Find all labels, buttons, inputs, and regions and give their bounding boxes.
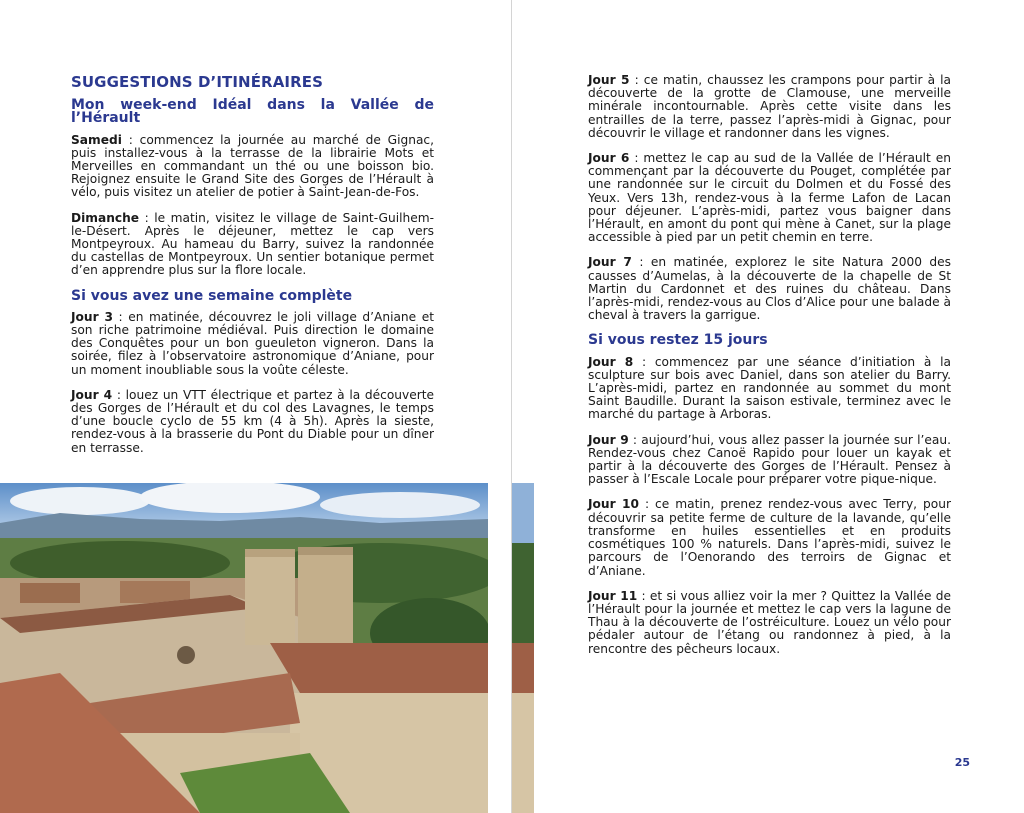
dimanche-paragraph: [71, 212, 434, 278]
jour10-paragraph: [588, 498, 951, 577]
fifteen-days-heading: Si vous restez 15 jours: [588, 332, 768, 349]
jour4-label: Jour 4: [71, 387, 113, 402]
jour4-paragraph: [71, 389, 434, 455]
jour3-text: : en matinée, découvrez le joli village d’Aniane et son riche patrimoine médiéval. Puis direction le domaine des Conquêtes pour un bon gueuleton vigneron. Dans la soirée, filez à l’observatoire astronomique d’Aniane, pour un moment inoubliable sous la voûte céleste.: [71, 309, 434, 377]
left-page: [0, 0, 511, 813]
jour7-paragraph: [588, 256, 951, 322]
jour9-paragraph: [588, 434, 951, 487]
jour8-label: Jour 8: [588, 354, 634, 369]
section-title: SUGGESTIONS D’ITINÉRAIRES: [71, 73, 323, 91]
jour6-paragraph: [588, 152, 951, 244]
weekend-heading: Mon week-end Idéal dans la Vallée de l’Hérault: [71, 97, 434, 127]
dimanche-label: Dimanche: [71, 210, 140, 225]
jour5-label: Jour 5: [588, 73, 630, 87]
jour6-text: : mettez le cap au sud de la Vallée de l’Hérault en commençant par la découverte du Pouget, complétée par une randonnée sur le circuit du Dolmen et du Fossé des Yeux. Vers 13h, rendez-vous à la ferme Lafon de Lacan pour déjeuner. L’après-midi, partez vous baigner dans l’Hérault, en amont du pont qui mène à Canet, sur la plage accessible à pied par un petit chemin en terre.: [588, 151, 951, 245]
samedi-text: : commencez la journée au marché de Gignac, puis installez-vous à la terrasse de la librairie Mots et Merveilles en commandant un thé ou une boisson bio. Rejoignez ensuite le Grand Site des Gorges de l’Hérault à vélo, puis visitez un atelier de potier à Saint-Jean-de-Fos.: [71, 132, 434, 200]
jour7-text: : en matinée, explorez le site Natura 2000 des causses d’Aumelas, à la découverte de la chapelle de St Martin du Cardonnet et des ruines du château. Dans l’après-midi, rendez-vous au Clos d’Alice pour une balade à cheval à travers la garrigue.: [588, 255, 951, 323]
jour9-text: : aujourd’hui, vous allez passer la journée sur l’eau. Rendez-vous chez Canoë Rapido pour louer un kayak et partir à la découverte des Gorges de l’Hérault. Pensez à passer à l’Escale Locale pour préparer votre pique-nique.: [588, 432, 951, 487]
jour7-label: Jour 7: [588, 255, 632, 270]
jour5-paragraph: [588, 74, 951, 140]
dimanche-text: : le matin, visitez le village de Saint-Guilhem-le-Désert. Après le déjeuner, mettez le cap vers Montpeyroux. Au hameau du Barry, suivez la randonnée du castellas de Montpeyroux. Un sentier botanique permet d’en apprendre plus sur la flore locale.: [71, 210, 434, 278]
jour10-label: Jour 10: [588, 497, 639, 512]
page-number: 25: [954, 756, 970, 769]
jour3-label: Jour 3: [71, 309, 113, 324]
jour4-text: : louez un VTT électrique et partez à la découverte des Gorges de l’Hérault et du col des Lavagnes, le temps d’une boucle cyclo de 55 km (4 à 5h). Après la sieste, rendez-vous à la brasserie du Pont du Diable pour un dîner en terrasse.: [71, 387, 434, 455]
jour3-paragraph: [71, 311, 434, 377]
jour11-text: : et si vous alliez voir la mer ? Quittez la Vallée de l’Hérault pour la journée et mettez le cap vers la lagune de Thau à la découverte de l’ostréiculture. Louez un vélo pour pédaler autour de l’étang ou randonnez à pied, à la rencontre des pêcheurs locaux.: [588, 588, 951, 656]
abbey-photo: [0, 483, 488, 813]
jour10-text: : ce matin, prenez rendez-vous avec Terry, pour découvrir sa petite ferme de culture de la lavande, qu’elle transforme en huiles essentielles et en produits cosmétiques 100 % naturels. Dans l’après-midi, suivez le parcours de l’Oenorando des terroirs de Gignac et d’Aniane.: [588, 497, 951, 578]
left-text-column: [71, 74, 434, 467]
jour6-label: Jour 6: [588, 151, 630, 166]
jour5-text: : ce matin, chaussez les crampons pour partir à la découverte de la grotte de Clamouse, une merveille minérale incontournable. Après cette visite dans les entrailles de la terre, passez l’après-midi à Gignac, pour découvrir le village et randonner dans les vignes.: [588, 73, 951, 140]
abbey-photo-edge: [512, 483, 534, 813]
jour8-text: : commencez par une séance d’initiation à la sculpture sur bois avec Daniel, dans son atelier du Barry. L’après-midi, partez en randonnée au sommet du mont Saint Baudille. Durant la saison estivale, terminez avec le marché du partage à Arboras.: [588, 354, 951, 422]
week-heading: Si vous avez une semaine complète: [71, 287, 353, 304]
samedi-paragraph: [71, 134, 434, 200]
jour11-label: Jour 11: [588, 588, 638, 603]
samedi-label: Samedi: [71, 132, 122, 147]
jour9-label: Jour 9: [588, 432, 629, 447]
jour11-paragraph: [588, 590, 951, 656]
right-text-column: [588, 74, 951, 668]
right-page: [512, 0, 1024, 813]
jour8-paragraph: [588, 356, 951, 422]
